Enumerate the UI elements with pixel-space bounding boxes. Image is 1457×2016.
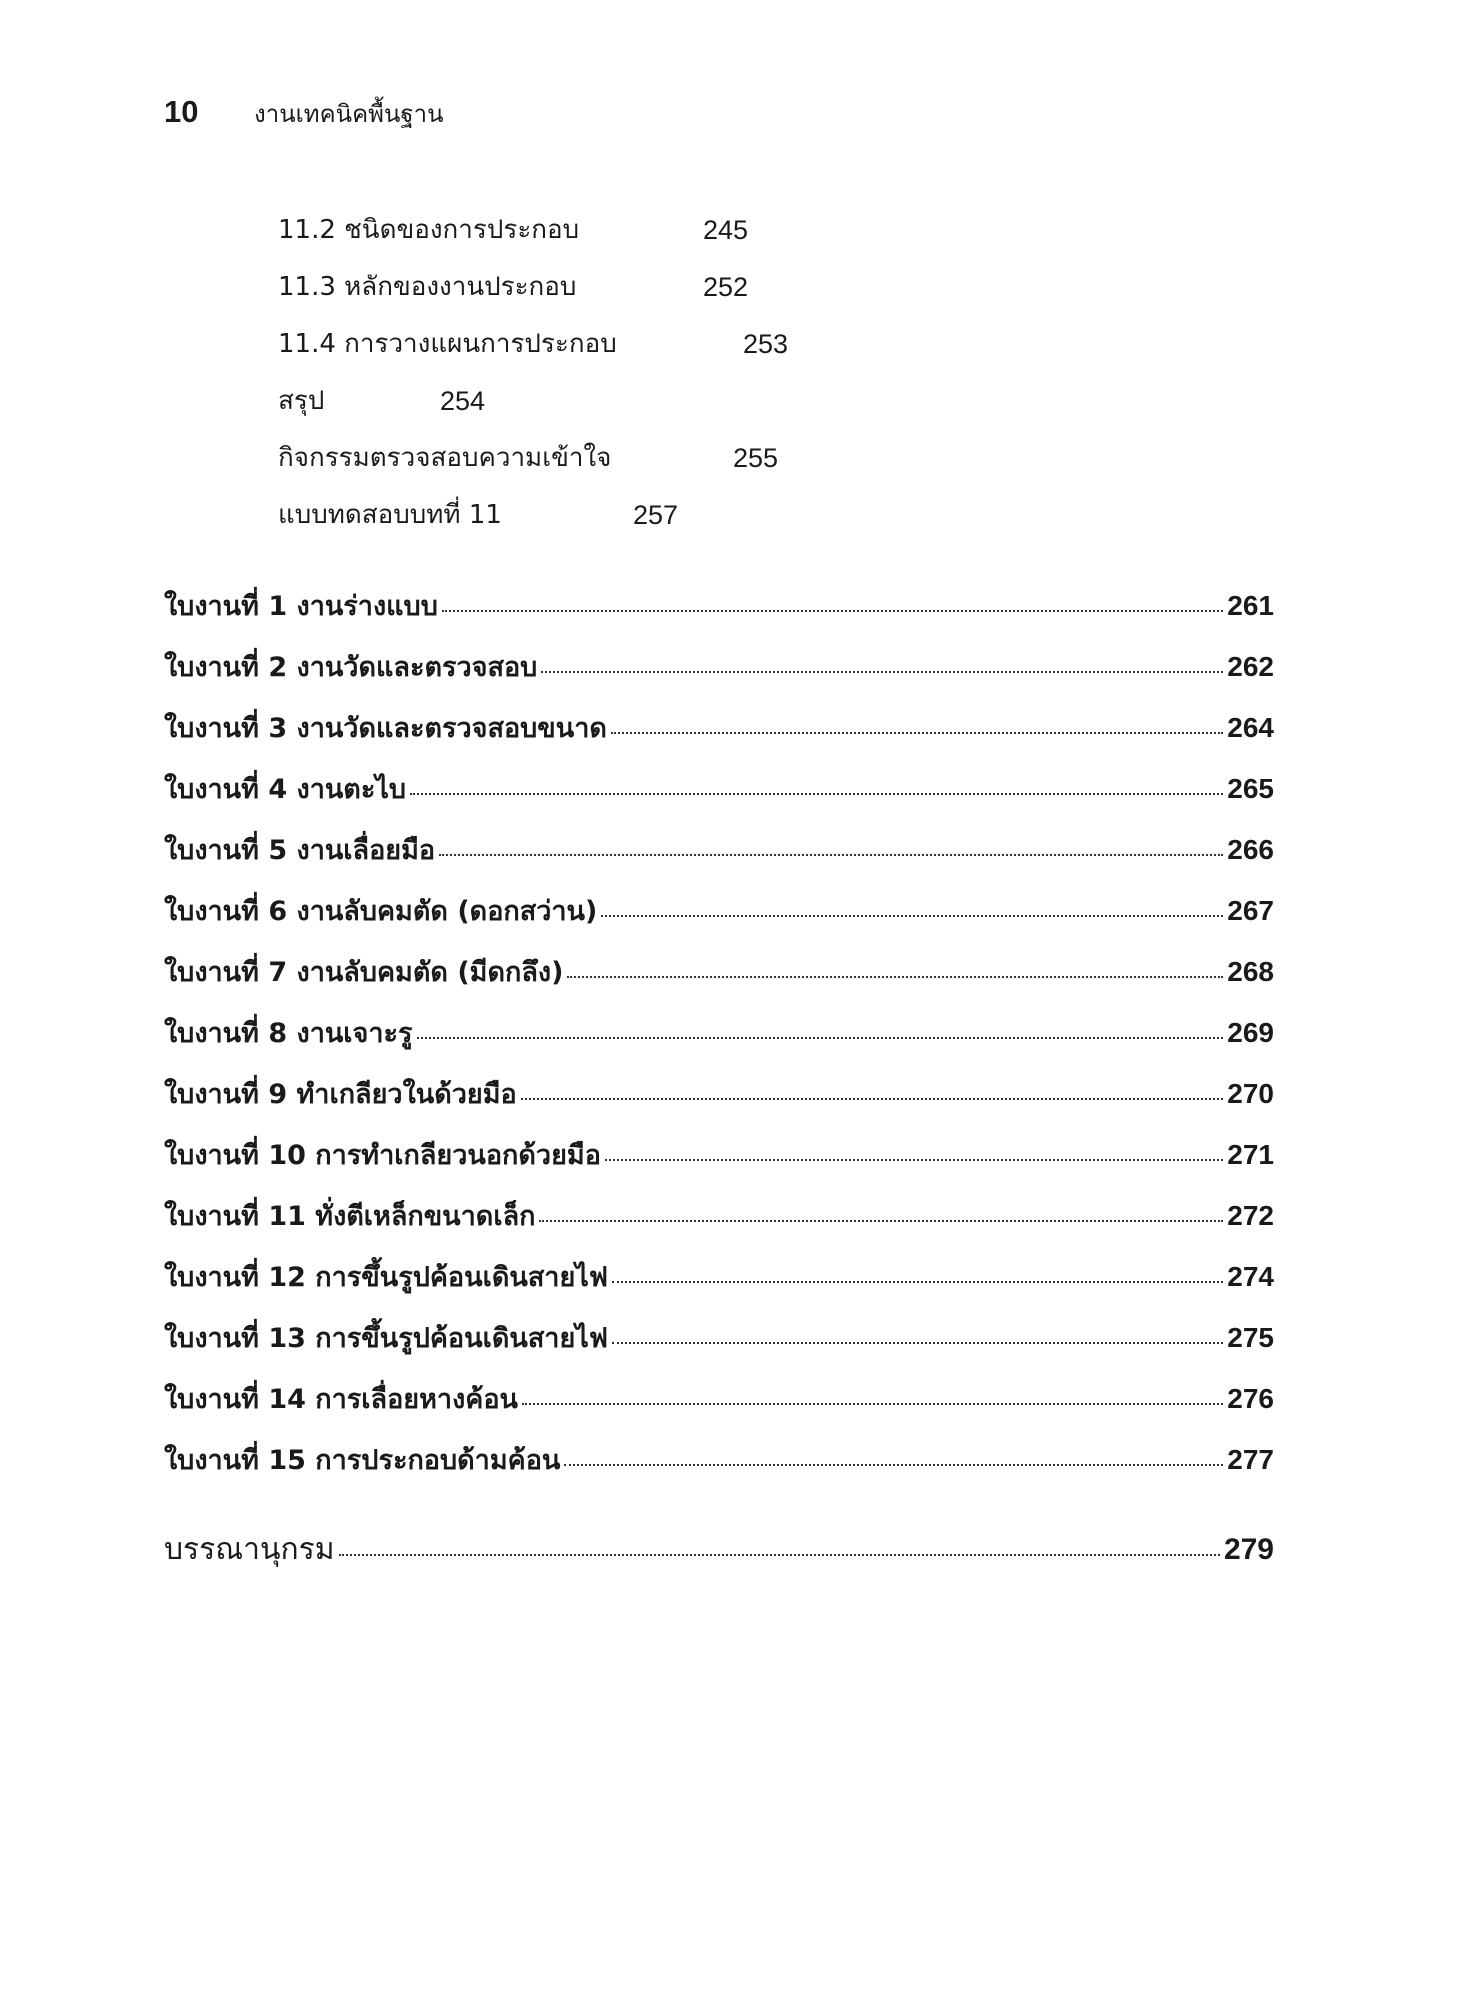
subsection-label: แบบทดสอบบทที่ 11 (278, 500, 502, 530)
toc-entry-label: ใบงานที่ 1 งานร่างแบบ (164, 591, 438, 622)
toc-entry-worksheet-14 (164, 1377, 1274, 1438)
toc-entry-worksheet-1 (164, 584, 1274, 645)
subsection-entry (278, 438, 978, 495)
toc-entry-label: ใบงานที่ 13 การขึ้นรูปค้อนเดินสายไฟ (164, 1323, 608, 1354)
toc-entry-label: ใบงานที่ 4 งานตะไบ (164, 774, 407, 805)
subsection-label: 11.3 หลักของงานประกอบ (278, 272, 577, 302)
dot-leader (521, 1098, 1224, 1100)
toc-entry-worksheet-3 (164, 706, 1274, 767)
worksheet-toc-list (164, 584, 1274, 1499)
toc-entry-label: ใบงานที่ 3 งานวัดและตรวจสอบขนาด (164, 713, 607, 744)
toc-entry-page: 271 (1227, 1139, 1274, 1170)
subsection-entry (278, 495, 978, 552)
toc-entry-page: 274 (1227, 1261, 1274, 1292)
toc-entry-label: ใบงานที่ 8 งานเจาะรู (164, 1018, 413, 1049)
subsection-page: 255 (733, 443, 779, 473)
toc-entry-worksheet-2 (164, 645, 1274, 706)
dot-leader (601, 915, 1223, 917)
dot-leader (417, 1037, 1224, 1039)
toc-entry-worksheet-10 (164, 1133, 1274, 1194)
toc-entry-label: ใบงานที่ 15 การประกอบด้ามค้อน (164, 1445, 561, 1476)
toc-entry-worksheet-13 (164, 1316, 1274, 1377)
toc-entry-worksheet-8 (164, 1011, 1274, 1072)
subsection-entry (278, 324, 978, 381)
toc-entry-page: 269 (1227, 1017, 1274, 1048)
toc-entry-worksheet-4 (164, 767, 1274, 828)
dot-leader (410, 793, 1223, 795)
toc-entry-worksheet-9 (164, 1072, 1274, 1133)
dot-leader (564, 1464, 1223, 1466)
subsection-page: 254 (440, 386, 486, 416)
toc-entry-bibliography (164, 1526, 1274, 1587)
toc-entry-label: ใบงานที่ 2 งานวัดและตรวจสอบ (164, 652, 538, 683)
toc-entry-label: ใบงานที่ 14 การเลื่อยหางค้อน (164, 1384, 518, 1415)
toc-entry-page: 279 (1223, 1533, 1274, 1566)
toc-entry-worksheet-7 (164, 950, 1274, 1011)
toc-entry-worksheet-5 (164, 828, 1274, 889)
toc-entry-label: ใบงานที่ 5 งานเลื่อยมือ (164, 835, 436, 866)
subsection-entry (278, 381, 978, 438)
toc-entry-page: 276 (1227, 1383, 1274, 1414)
toc-entry-page: 262 (1227, 651, 1274, 682)
subsection-entry (278, 267, 978, 324)
toc-entry-page: 275 (1227, 1322, 1274, 1353)
subsection-entry (278, 210, 978, 267)
toc-entry-page: 266 (1227, 834, 1274, 865)
toc-entry-worksheet-12 (164, 1255, 1274, 1316)
dot-leader (439, 854, 1223, 856)
toc-entry-page: 268 (1227, 956, 1274, 987)
toc-entry-page: 261 (1227, 590, 1274, 621)
bibliography-toc-entry (164, 1526, 1274, 1587)
dot-leader (612, 1281, 1223, 1283)
toc-entry-page: 277 (1227, 1444, 1274, 1475)
subsection-page: 253 (743, 329, 789, 359)
subsection-label: 11.4 การวางแผนการประกอบ (278, 329, 617, 359)
toc-entry-label: ใบงานที่ 11 ทั่งตีเหล็กขนาดเล็ก (164, 1201, 536, 1232)
toc-entry-page: 264 (1227, 712, 1274, 743)
subsection-page: 257 (633, 500, 679, 530)
toc-entry-page: 267 (1227, 895, 1274, 926)
toc-entry-worksheet-6 (164, 889, 1274, 950)
dot-leader (522, 1403, 1223, 1405)
dot-leader (605, 1159, 1223, 1161)
subsection-page: 252 (703, 272, 749, 302)
subsection-page: 245 (703, 215, 749, 245)
toc-entry-label: ใบงานที่ 7 งานลับคมตัด (มีดกลึง) (164, 957, 564, 988)
toc-entry-page: 270 (1227, 1078, 1274, 1109)
dot-leader (541, 671, 1223, 673)
running-title: งานเทคนิคพื้นฐาน (254, 100, 444, 128)
toc-entry-page: 272 (1227, 1200, 1274, 1231)
toc-entry-label: ใบงานที่ 6 งานลับคมตัด (ดอกสว่าน) (164, 896, 598, 927)
subsection-label: สรุป (278, 386, 325, 416)
chapter-11-subsection-list (278, 210, 978, 552)
toc-entry-worksheet-11 (164, 1194, 1274, 1255)
toc-entry-label: ใบงานที่ 10 การทำเกลียวนอกด้วยมือ (164, 1140, 601, 1171)
dot-leader (339, 1554, 1220, 1556)
subsection-label: กิจกรรมตรวจสอบความเข้าใจ (278, 443, 612, 473)
dot-leader (611, 732, 1223, 734)
toc-entry-page: 265 (1227, 773, 1274, 804)
running-header (164, 94, 444, 133)
dot-leader (567, 976, 1223, 978)
toc-entry-label: ใบงานที่ 9 ทำเกลียวในด้วยมือ (164, 1079, 517, 1110)
page-number: 10 (164, 94, 199, 129)
dot-leader (612, 1342, 1223, 1344)
toc-entry-worksheet-15 (164, 1438, 1274, 1499)
dot-leader (442, 610, 1223, 612)
toc-entry-label: บรรณานุกรม (164, 1532, 335, 1567)
toc-entry-label: ใบงานที่ 12 การขึ้นรูปค้อนเดินสายไฟ (164, 1262, 608, 1293)
dot-leader (539, 1220, 1223, 1222)
subsection-label: 11.2 ชนิดของการประกอบ (278, 215, 580, 245)
